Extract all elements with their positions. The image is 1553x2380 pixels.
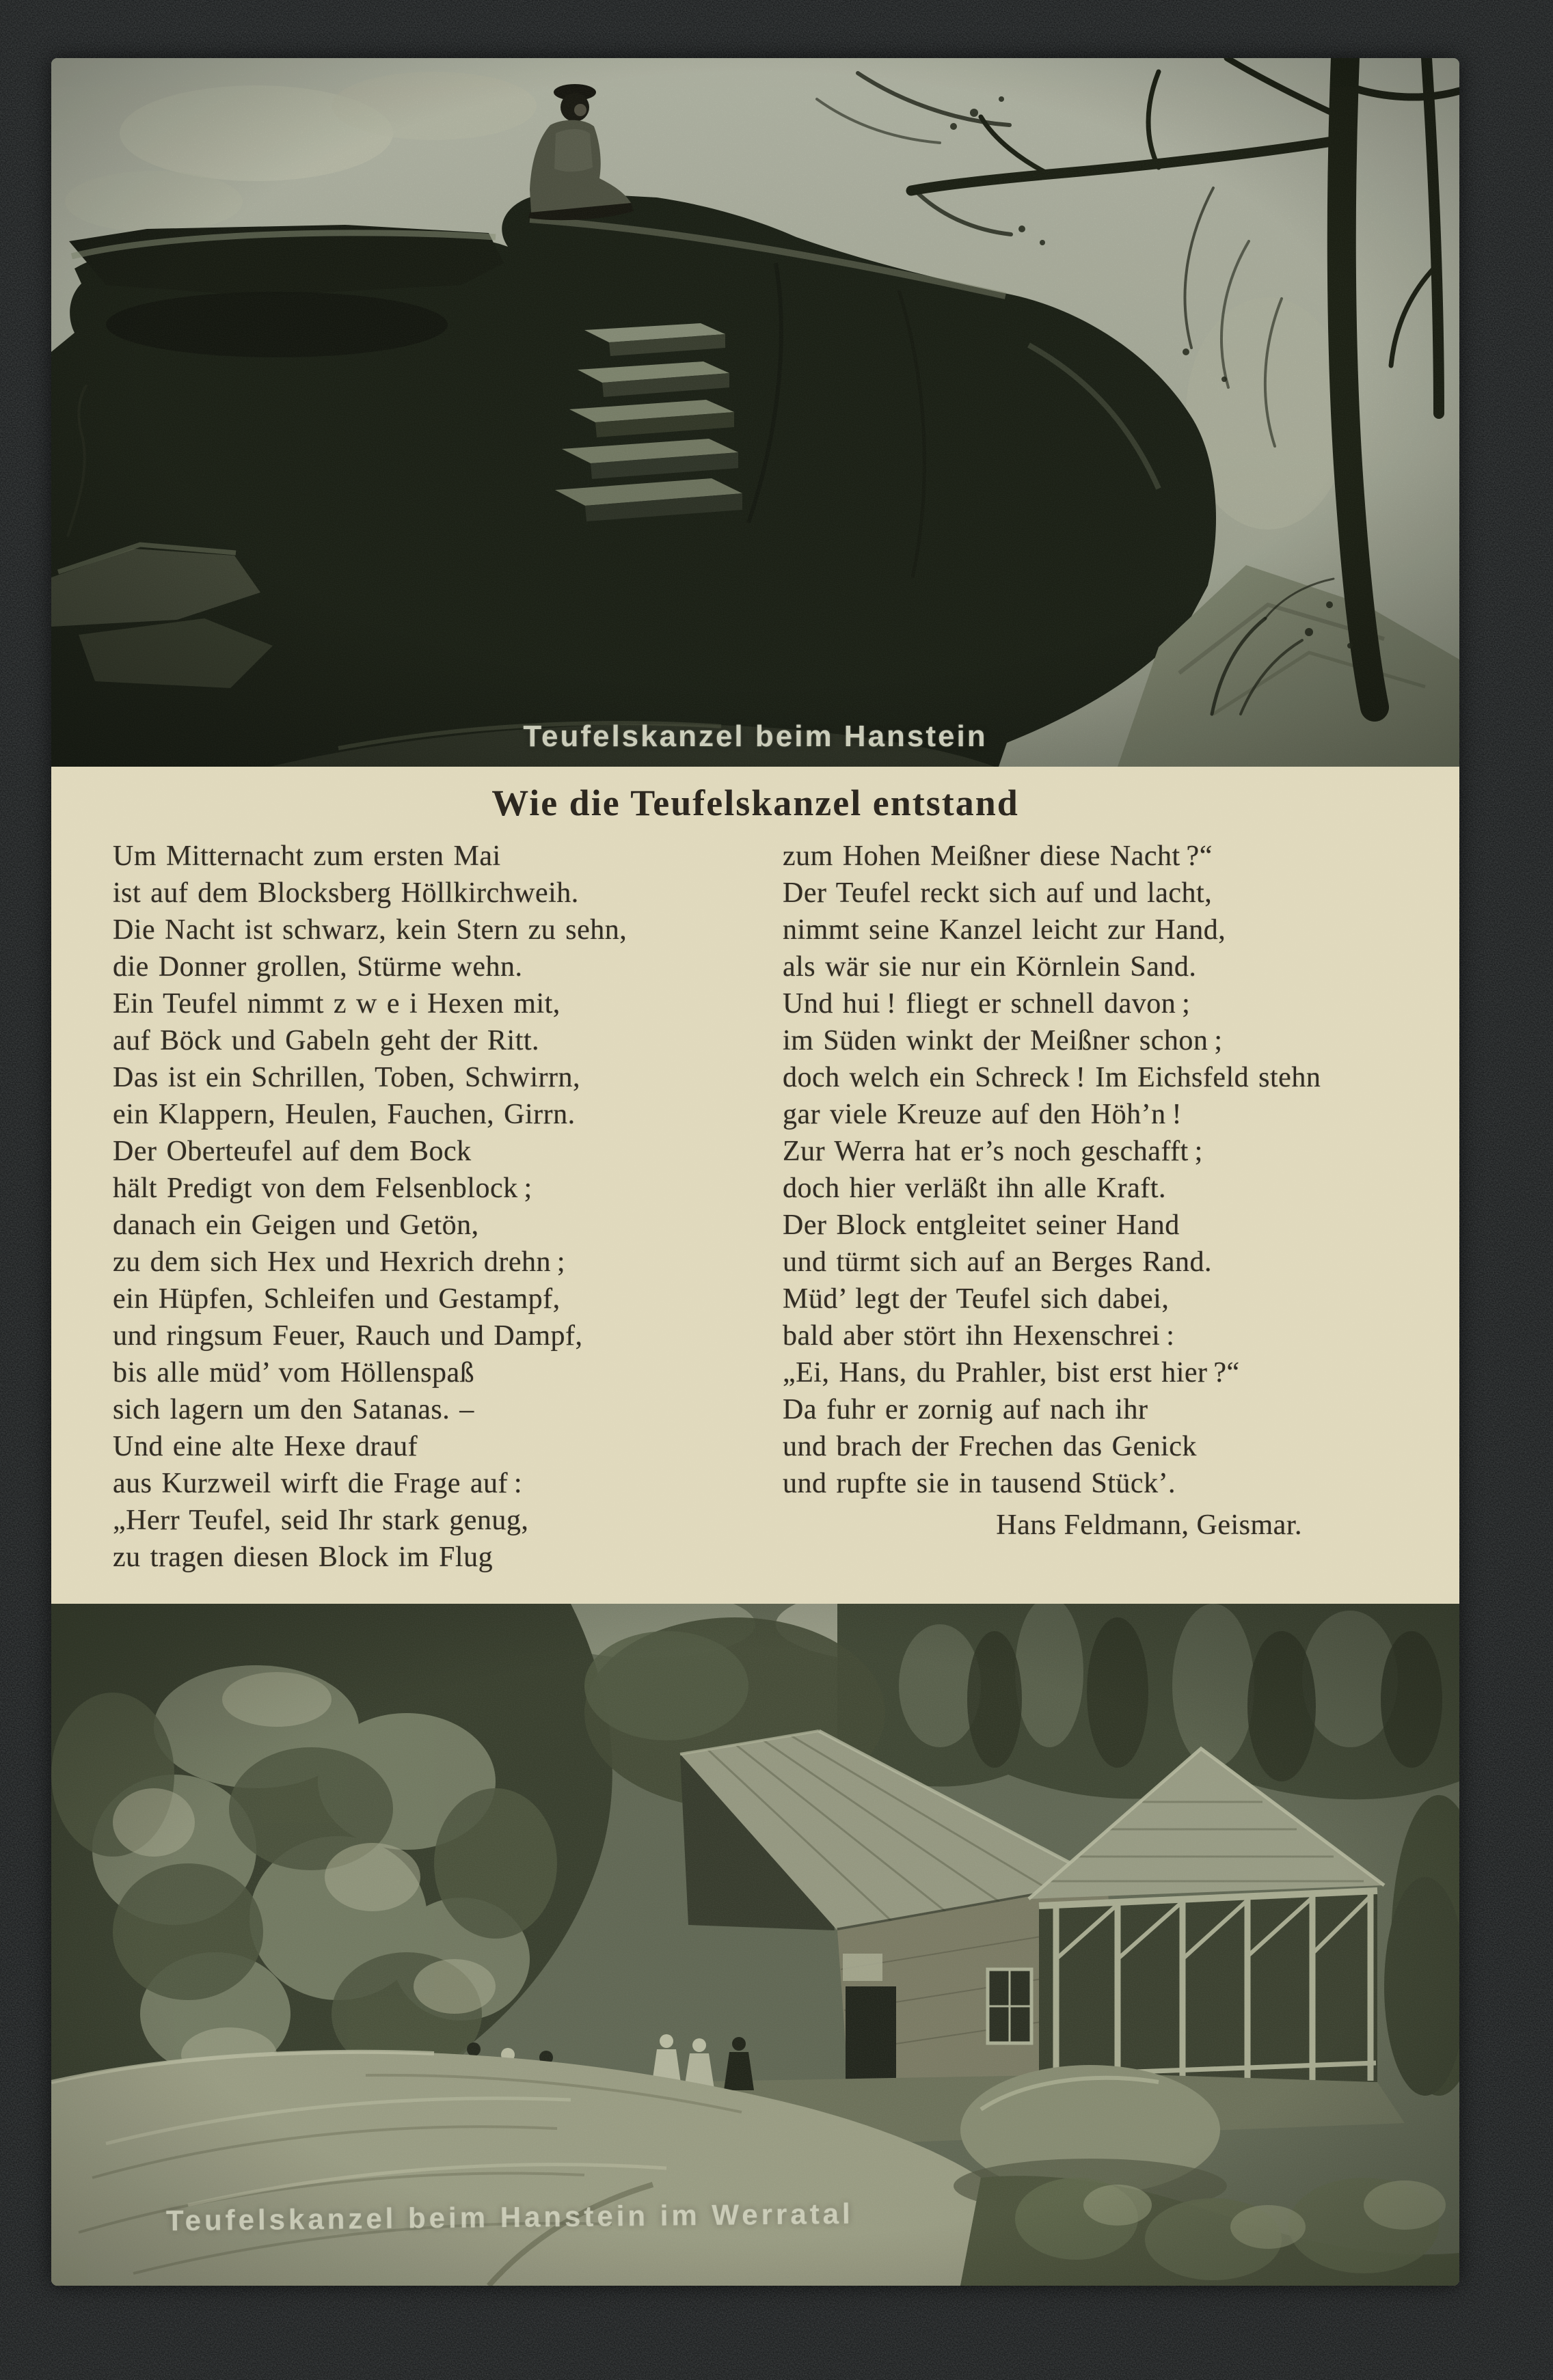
poem-line: bald aber stört ihn Hexenschrei : [783, 1320, 1175, 1352]
poem-column-right [783, 838, 1418, 1502]
poem-line: Ein Teufel nimmt z w e i Hexen mit, [113, 988, 561, 1020]
top-photo [51, 58, 1459, 767]
poem-line: und türmt sich auf an Berges Rand. [783, 1246, 1212, 1278]
top-photo-caption: Teufelskanzel beim Hanstein [523, 720, 988, 753]
poem-line: Müd’ legt der Teufel sich dabei, [783, 1283, 1170, 1315]
bottom-photo-scene [51, 1604, 1459, 2286]
poem-line: Der Teufel reckt sich auf und lacht, [783, 877, 1213, 909]
poem-line: doch hier verläßt ihn alle Kraft. [783, 1173, 1166, 1204]
poem-line: sich lagern um den Satanas. – [113, 1394, 474, 1425]
bottom-photo-caption: Teufelskanzel beim Hanstein im Werratal [165, 2197, 854, 2237]
poem-line: Da fuhr er zornig auf nach ihr [783, 1394, 1148, 1425]
poem-line: Um Mitternacht zum ersten Mai [113, 840, 501, 872]
poem-line: Und eine alte Hexe drauf [113, 1431, 418, 1462]
poem-line: nimmt seine Kanzel leicht zur Hand, [783, 914, 1226, 946]
poem-line: doch welch ein Schreck ! Im Eichsfeld stehn [783, 1062, 1321, 1093]
poem-line: im Süden winkt der Meißner schon ; [783, 1025, 1223, 1056]
poem-line: „Ei, Hans, du Prahler, bist erst hier ?“ [783, 1357, 1240, 1389]
poem-line: die Donner grollen, Stürme wehn. [113, 951, 523, 983]
poem-line: zum Hohen Meißner diese Nacht ?“ [783, 840, 1213, 872]
poem-line: und ringsum Feuer, Rauch und Dampf, [113, 1320, 583, 1352]
poem-line: und rupfte sie in tausend Stück’. [783, 1468, 1176, 1499]
poem-title: Wie die Teufelskanzel entstand [491, 782, 1019, 823]
poem-line: zu dem sich Hex und Hexrich drehn ; [113, 1246, 566, 1278]
poem-line: Zur Werra hat er’s noch geschafft ; [783, 1136, 1203, 1167]
poem-line: Der Block entgleitet seiner Hand [783, 1209, 1180, 1241]
poem-line: als wär sie nur ein Körnlein Sand. [783, 951, 1197, 983]
poem-line: gar viele Kreuze auf den Höh’n ! [783, 1099, 1182, 1130]
poem-section [51, 767, 1459, 1604]
poem-line: bis alle müd’ vom Höllenspaß [113, 1357, 475, 1389]
poem-line: ein Klappern, Heulen, Fauchen, Girrn. [113, 1099, 576, 1130]
poem-line: und brach der Frechen das Genick [783, 1431, 1197, 1462]
poem-line: Die Nacht ist schwarz, kein Stern zu sehn, [113, 914, 627, 946]
poem-line: Das ist ein Schrillen, Toben, Schwirrn, [113, 1062, 581, 1093]
poem-line: aus Kurzweil wirft die Frage auf : [113, 1468, 523, 1499]
postcard [51, 58, 1459, 2286]
poem-line: ist auf dem Blocksberg Höllkirchweih. [113, 877, 579, 909]
bottom-photo [51, 1604, 1459, 2286]
poem-line: Und hui ! fliegt er schnell davon ; [783, 988, 1191, 1020]
poem-signature: Hans Feldmann, Geismar. [996, 1509, 1302, 1541]
poem-line: ein Hüpfen, Schleifen und Gestampf, [113, 1283, 561, 1315]
poem-line: „Herr Teufel, seid Ihr stark genug, [113, 1505, 529, 1536]
poem-line: hält Predigt von dem Felsenblock ; [113, 1173, 532, 1204]
poem-column-left [113, 838, 769, 1576]
poem-line: Der Oberteufel auf dem Bock [113, 1136, 472, 1167]
poem-line: auf Böck und Gabeln geht der Ritt. [113, 1025, 540, 1056]
poem-line: zu tragen diesen Block im Flug [113, 1542, 494, 1573]
poem-line: danach ein Geigen und Getön, [113, 1209, 479, 1241]
top-photo-scene [51, 58, 1459, 767]
